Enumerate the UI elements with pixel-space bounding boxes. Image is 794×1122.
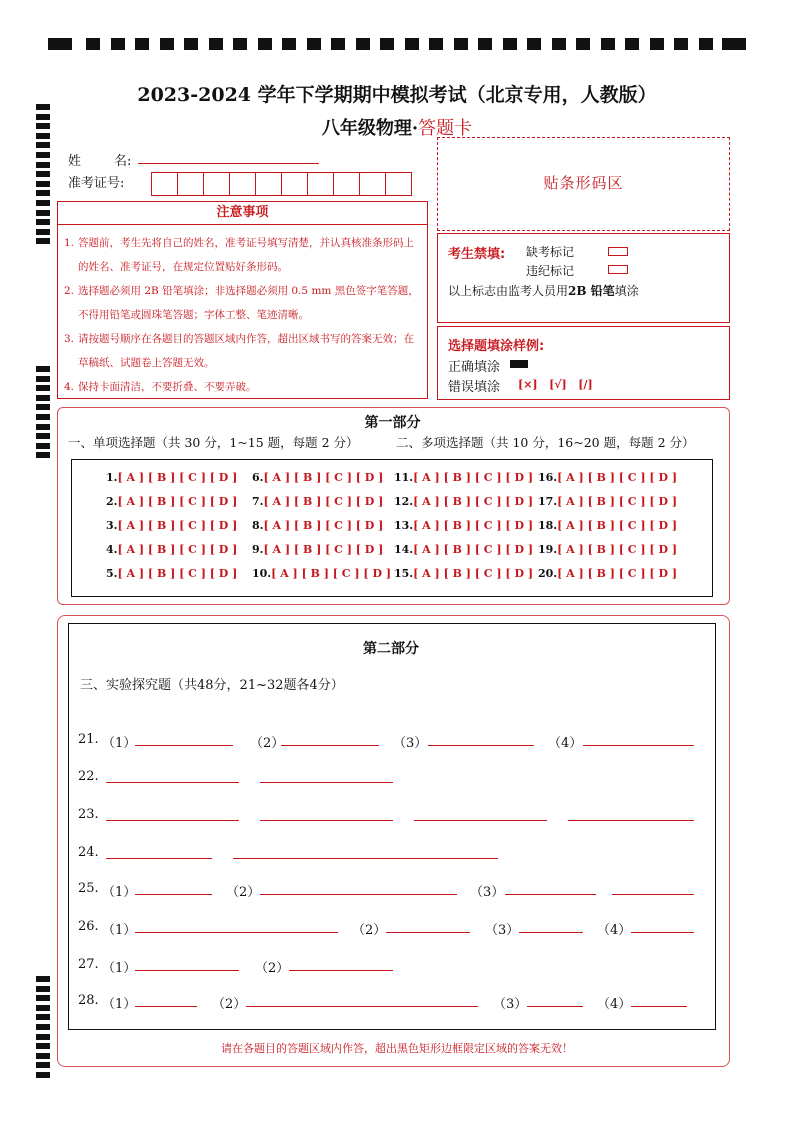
notice-item: 4. 保持卡面清洁，不要折叠、不要弄破。 xyxy=(64,381,257,393)
examiner-note: 以上标志由监考人员用2B 铅笔填涂 xyxy=(448,284,639,298)
q25-sub-3-label: （3） xyxy=(470,885,505,900)
choice-question-2[interactable] xyxy=(106,495,237,508)
side-timing-mark xyxy=(36,1014,50,1020)
correct-fill-sample xyxy=(510,360,528,368)
choice-question-number: 17. xyxy=(538,495,558,508)
q25-answer-line-3[interactable] xyxy=(505,894,596,895)
exam-number-digit-box[interactable] xyxy=(255,172,282,196)
timing-mark xyxy=(650,38,664,50)
timing-mark xyxy=(282,38,296,50)
question-25-number: 25. xyxy=(78,881,99,896)
exam-number-digit-box[interactable] xyxy=(177,172,204,196)
q21-answer-line-3[interactable] xyxy=(428,745,534,746)
side-timing-mark xyxy=(36,229,50,235)
q28-answer-line-3[interactable] xyxy=(527,1006,583,1007)
choice-options[interactable]: [ A ] [ B ] [ C ] [ D ] xyxy=(557,543,678,556)
choice-question-14[interactable] xyxy=(394,543,533,556)
q22-answer-line-2[interactable] xyxy=(260,782,393,783)
violation-mark-label: 违纪标记 xyxy=(526,264,575,278)
absent-mark-box[interactable] xyxy=(608,247,628,256)
exam-number-label: 准考证号: xyxy=(68,176,125,191)
side-timing-mark xyxy=(36,995,50,1001)
side-timing-mark xyxy=(36,376,50,382)
wrong-fill-samples: [×] [√] [/] xyxy=(518,378,593,391)
side-timing-mark xyxy=(36,414,50,420)
choice-question-number: 15. xyxy=(394,567,414,580)
timing-mark xyxy=(429,38,443,50)
q28-sub-3-label: （3） xyxy=(493,997,528,1012)
timing-mark xyxy=(331,38,345,50)
notice-item: 1. 答题前，考生先将自己的姓名，准考证号填写清楚，并认真核准条形码上的姓名、准考证号，在规定位置贴好条形码。 xyxy=(64,237,414,273)
choice-options[interactable]: [ A ] [ B ] [ C ] [ D ] xyxy=(117,495,238,508)
exam-number-digit-box[interactable] xyxy=(385,172,412,196)
side-timing-mark xyxy=(36,1072,50,1078)
timing-mark xyxy=(160,38,174,50)
q27-answer-line-2[interactable] xyxy=(289,970,393,971)
part-one-title: 第一部分 xyxy=(364,415,421,431)
q25-sub-1-label: （1） xyxy=(102,885,137,900)
choice-options[interactable]: [ A ] [ B ] [ C ] [ D ] xyxy=(263,543,384,556)
q21-sub-1-label: （1） xyxy=(102,736,137,751)
question-26-number: 26. xyxy=(78,919,99,934)
q26-answer-line-2[interactable] xyxy=(386,932,470,933)
notice-list xyxy=(58,231,427,399)
choice-question-number: 16. xyxy=(538,471,558,484)
side-timing-mark xyxy=(36,424,50,430)
choice-question-10[interactable] xyxy=(252,567,391,580)
q24-answer-line-1[interactable] xyxy=(106,858,212,859)
side-timing-mark xyxy=(36,210,50,216)
side-timing-mark xyxy=(36,219,50,225)
choice-question-18[interactable] xyxy=(538,519,677,532)
choice-question-number: 8. xyxy=(252,519,264,532)
q24-answer-line-2[interactable] xyxy=(233,858,498,859)
side-timing-mark xyxy=(36,1062,50,1068)
notice-item: 2. 选择题必须用 2B 铅笔填涂；非选择题必须用 0.5 mm 黑色签字笔答题，不得用铅笔或圆珠笔答题；字体工整、笔迹清晰。 xyxy=(64,285,419,321)
subtitle-subject: 八年级物理· xyxy=(321,118,419,139)
choice-question-9[interactable] xyxy=(252,543,383,556)
q21-answer-line-1[interactable] xyxy=(135,745,233,746)
choice-options[interactable]: [ A ] [ B ] [ C ] [ D ] xyxy=(557,519,678,532)
correct-fill-label: 正确填涂 xyxy=(448,360,501,375)
q28-answer-line-1[interactable] xyxy=(135,1006,197,1007)
choice-options[interactable]: [ A ] [ B ] [ C ] [ D ] xyxy=(271,567,392,580)
notice-box xyxy=(57,201,428,399)
side-timing-mark xyxy=(36,366,50,372)
choice-question-number: 2. xyxy=(106,495,118,508)
side-timing-mark xyxy=(36,133,50,139)
q26-answer-line-4[interactable] xyxy=(631,932,694,933)
q25-answer-line-1[interactable] xyxy=(135,894,212,895)
q26-sub-4-label: （4） xyxy=(597,923,632,938)
timing-mark xyxy=(48,38,72,50)
examiner-only-label: 考生禁填: xyxy=(448,247,506,262)
choice-options[interactable]: [ A ] [ B ] [ C ] [ D ] xyxy=(413,471,534,484)
choice-options[interactable]: [ A ] [ B ] [ C ] [ D ] xyxy=(557,471,678,484)
timing-mark xyxy=(405,38,419,50)
side-timing-mark xyxy=(36,123,50,129)
side-timing-mark xyxy=(36,395,50,401)
subtitle-answer-card: 答题卡 xyxy=(418,118,473,139)
choice-options[interactable]: [ A ] [ B ] [ C ] [ D ] xyxy=(263,495,384,508)
timing-mark xyxy=(307,38,321,50)
question-28-number: 28. xyxy=(78,993,99,1008)
choice-answer-grid xyxy=(71,459,713,597)
side-timing-mark xyxy=(36,976,50,982)
choice-question-number: 1. xyxy=(106,471,118,484)
timing-mark xyxy=(722,38,746,50)
choice-question-12[interactable] xyxy=(394,495,533,508)
q26-answer-line-3[interactable] xyxy=(519,932,583,933)
q27-sub-1-label: （1） xyxy=(102,961,137,976)
timing-mark xyxy=(135,38,149,50)
question-23-number: 23. xyxy=(78,807,99,822)
barcode-label: 贴条形码区 xyxy=(543,174,624,192)
q28-sub-1-label: （1） xyxy=(102,997,137,1012)
choice-question-20[interactable] xyxy=(538,567,677,580)
q25-answer-line-2[interactable] xyxy=(260,894,457,895)
timing-mark xyxy=(86,38,100,50)
choice-question-5[interactable] xyxy=(106,567,237,580)
choice-options[interactable]: [ A ] [ B ] [ C ] [ D ] xyxy=(117,567,238,580)
choice-question-1[interactable] xyxy=(106,471,237,484)
q28-sub-2-label: （2） xyxy=(212,997,247,1012)
side-timing-mark xyxy=(36,200,50,206)
q27-answer-line-1[interactable] xyxy=(135,970,239,971)
question-22-number: 22. xyxy=(78,769,99,784)
side-timing-mark xyxy=(36,1053,50,1059)
choice-question-13[interactable] xyxy=(394,519,533,532)
experiment-section-heading: 三、实验探究题（共48分，21~32题各4分） xyxy=(80,678,344,693)
side-timing-mark xyxy=(36,171,50,177)
q21-sub-2-label: （2） xyxy=(250,736,285,751)
q26-answer-line-1[interactable] xyxy=(135,932,338,933)
q23-answer-line-1[interactable] xyxy=(106,820,239,821)
choice-question-7[interactable] xyxy=(252,495,383,508)
side-timing-mark xyxy=(36,142,50,148)
timing-mark xyxy=(674,38,688,50)
choice-options[interactable]: [ A ] [ B ] [ C ] [ D ] xyxy=(263,471,384,484)
wrong-fill-label: 错误填涂 xyxy=(448,380,501,395)
timing-mark xyxy=(356,38,370,50)
exam-number-digit-box[interactable] xyxy=(281,172,308,196)
name-input-line[interactable] xyxy=(138,163,319,164)
choice-question-number: 14. xyxy=(394,543,414,556)
q26-sub-3-label: （3） xyxy=(485,923,520,938)
timing-mark xyxy=(552,38,566,50)
timing-mark xyxy=(576,38,590,50)
choice-question-number: 20. xyxy=(538,567,558,580)
examiner-only-box xyxy=(437,233,730,323)
choice-question-number: 5. xyxy=(106,567,118,580)
name-label: 姓 名: xyxy=(68,154,132,169)
exam-number-digit-box[interactable] xyxy=(359,172,386,196)
timing-mark xyxy=(233,38,247,50)
choice-options[interactable]: [ A ] [ B ] [ C ] [ D ] xyxy=(557,495,678,508)
choice-question-8[interactable] xyxy=(252,519,383,532)
q25-sub-2-label: （2） xyxy=(226,885,261,900)
side-timing-mark xyxy=(36,162,50,168)
part-two-title: 第二部分 xyxy=(363,641,419,657)
choice-question-number: 11. xyxy=(394,471,414,484)
q23-answer-line-4[interactable] xyxy=(568,820,694,821)
fill-sample-label: 选择题填涂样例: xyxy=(448,339,545,354)
choice-options[interactable]: [ A ] [ B ] [ C ] [ D ] xyxy=(413,495,534,508)
q28-answer-line-2[interactable] xyxy=(246,1006,478,1007)
choice-question-11[interactable] xyxy=(394,471,533,484)
timing-mark xyxy=(454,38,468,50)
side-timing-mark xyxy=(36,404,50,410)
side-timing-mark xyxy=(36,238,50,244)
q27-sub-2-label: （2） xyxy=(255,961,290,976)
side-timing-mark xyxy=(36,104,50,110)
timing-mark xyxy=(601,38,615,50)
choice-question-15[interactable] xyxy=(394,567,533,580)
side-timing-mark xyxy=(36,986,50,992)
violation-mark-box[interactable] xyxy=(608,265,628,274)
timing-mark xyxy=(111,38,125,50)
side-timing-mark xyxy=(36,1043,50,1049)
choice-question-number: 9. xyxy=(252,543,264,556)
timing-mark xyxy=(699,38,713,50)
timing-mark xyxy=(380,38,394,50)
q28-answer-line-4[interactable] xyxy=(631,1006,687,1007)
q21-answer-line-2[interactable] xyxy=(281,745,379,746)
timing-mark xyxy=(258,38,272,50)
q26-sub-2-label: （2） xyxy=(352,923,387,938)
side-timing-mark xyxy=(36,443,50,449)
choice-options[interactable]: [ A ] [ B ] [ C ] [ D ] xyxy=(117,543,238,556)
timing-mark xyxy=(478,38,492,50)
question-21-number: 21. xyxy=(78,732,99,747)
timing-mark xyxy=(625,38,639,50)
choice-question-16[interactable] xyxy=(538,471,677,484)
side-timing-mark xyxy=(36,1005,50,1011)
choice-question-4[interactable] xyxy=(106,543,237,556)
multi-choice-heading: 二、多项选择题（共 10 分，16~20 题，每题 2 分） xyxy=(396,435,695,450)
q22-answer-line-1[interactable] xyxy=(106,782,239,783)
choice-options[interactable]: [ A ] [ B ] [ C ] [ D ] xyxy=(117,519,238,532)
choice-options[interactable]: [ A ] [ B ] [ C ] [ D ] xyxy=(413,519,534,532)
q21-answer-line-4[interactable] xyxy=(583,745,694,746)
choice-question-number: 6. xyxy=(252,471,264,484)
choice-question-number: 12. xyxy=(394,495,414,508)
q25-answer-line-4[interactable] xyxy=(612,894,694,895)
timing-mark xyxy=(184,38,198,50)
choice-question-3[interactable] xyxy=(106,519,237,532)
choice-question-number: 10. xyxy=(252,567,272,580)
exam-number-digit-box[interactable] xyxy=(203,172,230,196)
choice-question-number: 7. xyxy=(252,495,264,508)
barcode-area xyxy=(437,137,730,231)
side-timing-mark xyxy=(36,433,50,439)
absent-mark-label: 缺考标记 xyxy=(526,245,575,259)
choice-question-number: 19. xyxy=(538,543,558,556)
q23-answer-line-3[interactable] xyxy=(414,820,547,821)
side-timing-mark xyxy=(36,152,50,158)
notice-heading: 注意事项 xyxy=(58,202,427,225)
choice-options[interactable]: [ A ] [ B ] [ C ] [ D ] xyxy=(557,567,678,580)
exam-number-boxes[interactable] xyxy=(151,172,411,194)
fill-sample-box xyxy=(437,326,730,400)
exam-number-digit-box[interactable] xyxy=(229,172,256,196)
q26-sub-1-label: （1） xyxy=(102,923,137,938)
exam-title: 2023-2024 学年下学期期中模拟考试（北京专用，人教版） xyxy=(137,84,657,106)
single-choice-heading: 一、单项选择题（共 30 分，1~15 题，每题 2 分） xyxy=(68,435,359,450)
footer-warning: 请在各题目的答题区域内作答，超出黑色矩形边框限定区域的答案无效！ xyxy=(221,1042,573,1055)
notice-item: 3. 请按题号顺序在各题目的答题区域内作答，超出区域书写的答案无效；在草稿纸、试题卷上答题无效。 xyxy=(64,333,414,369)
choice-options[interactable]: [ A ] [ B ] [ C ] [ D ] xyxy=(117,471,238,484)
side-timing-mark xyxy=(36,1024,50,1030)
choice-question-number: 13. xyxy=(394,519,414,532)
exam-number-digit-box[interactable] xyxy=(151,172,178,196)
question-24-number: 24. xyxy=(78,845,99,860)
q21-sub-4-label: （4） xyxy=(548,736,583,751)
choice-question-19[interactable] xyxy=(538,543,677,556)
choice-question-number: 4. xyxy=(106,543,118,556)
question-27-number: 27. xyxy=(78,957,99,972)
side-timing-mark xyxy=(36,114,50,120)
choice-question-number: 18. xyxy=(538,519,558,532)
choice-options[interactable]: [ A ] [ B ] [ C ] [ D ] xyxy=(263,519,384,532)
q23-answer-line-2[interactable] xyxy=(260,820,393,821)
choice-options[interactable]: [ A ] [ B ] [ C ] [ D ] xyxy=(413,567,534,580)
side-timing-mark xyxy=(36,385,50,391)
choice-question-17[interactable] xyxy=(538,495,677,508)
timing-mark xyxy=(503,38,517,50)
exam-number-digit-box[interactable] xyxy=(333,172,360,196)
exam-number-digit-box[interactable] xyxy=(307,172,334,196)
choice-options[interactable]: [ A ] [ B ] [ C ] [ D ] xyxy=(413,543,534,556)
top-timing-marks xyxy=(48,38,748,52)
choice-question-6[interactable] xyxy=(252,471,383,484)
choice-question-number: 3. xyxy=(106,519,118,532)
q28-sub-4-label: （4） xyxy=(597,997,632,1012)
side-timing-mark xyxy=(36,1034,50,1040)
side-timing-mark xyxy=(36,190,50,196)
timing-mark xyxy=(527,38,541,50)
timing-mark xyxy=(209,38,223,50)
side-timing-mark xyxy=(36,181,50,187)
q21-sub-3-label: （3） xyxy=(393,736,428,751)
side-timing-mark xyxy=(36,452,50,458)
